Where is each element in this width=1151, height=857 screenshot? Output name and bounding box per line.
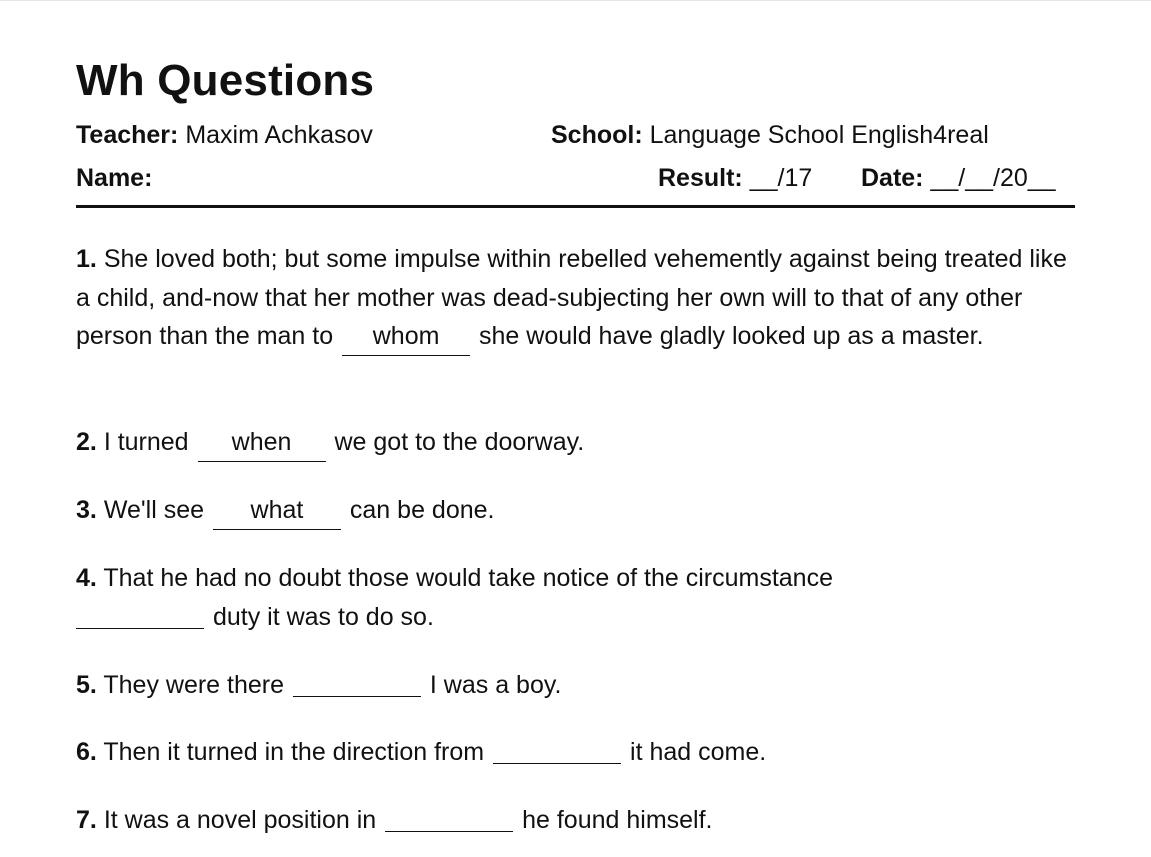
result-value: __/17 [749,164,813,192]
question-text-before: They were there [103,671,284,699]
date-value: __/__/20__ [930,164,1056,192]
name-label: Name: [76,164,153,192]
school-name: Language School English4real [649,121,989,149]
question-text-before: She loved both; but some impulse within rebelled vehemently against being treated like a child, and-now that her mother was dead-subjecting her own will to that of any other person than the man to [76,245,1067,350]
date-label: Date: [861,164,924,192]
question-text-before: It was a novel position in [103,806,377,834]
question-text-after: it had come. [630,738,767,766]
answer-blank[interactable] [76,602,204,629]
worksheet-title: Wh Questions [76,56,375,105]
question-number: 2. [76,428,97,456]
question-5 [76,666,1076,705]
question-6 [76,733,1076,772]
question-7 [76,801,1076,840]
question-3 [76,491,1076,530]
question-number: 4. [76,564,97,592]
question-1 [76,240,1076,356]
header-divider [76,205,1075,208]
answer-text: whom [372,322,440,350]
question-text-after: duty it was to do so. [212,602,434,631]
answer-blank[interactable] [385,805,513,832]
teacher-label: Teacher: [76,121,179,149]
student-name-line [76,164,152,193]
question-number: 1. [76,245,97,273]
answer-blank[interactable] [213,496,341,530]
question-2 [76,423,1076,462]
question-number: 5. [76,671,97,699]
answer-text: what [250,496,304,524]
date-line [861,164,1056,193]
question-text-after: we got to the doorway. [334,428,585,456]
question-number: 3. [76,496,97,524]
question-text-after: can be done. [349,496,495,524]
question-number: 7. [76,806,97,834]
answer-blank[interactable] [293,670,421,697]
answer-blank[interactable] [493,737,621,764]
school-line [551,121,989,150]
question-number: 6. [76,738,97,766]
question-text-after: she would have gladly looked up as a master. [479,322,984,350]
result-label: Result: [658,164,743,192]
answer-text: when [231,428,292,456]
teacher-name: Maxim Achkasov [185,121,373,149]
question-text-before: I turned [103,428,189,456]
question-text-before: That he had no doubt those would take notice of the circumstance [103,564,833,592]
question-text-before: Then it turned in the direction from [103,738,485,766]
result-line [658,164,812,193]
teacher-line [76,121,373,150]
school-label: School: [551,121,643,149]
answer-blank[interactable] [342,322,470,356]
question-4 [76,559,1076,636]
question-text-after: I was a boy. [429,671,562,699]
answer-blank[interactable] [198,428,326,462]
question-text-after: he found himself. [522,806,713,834]
question-text-before: We'll see [103,496,204,524]
